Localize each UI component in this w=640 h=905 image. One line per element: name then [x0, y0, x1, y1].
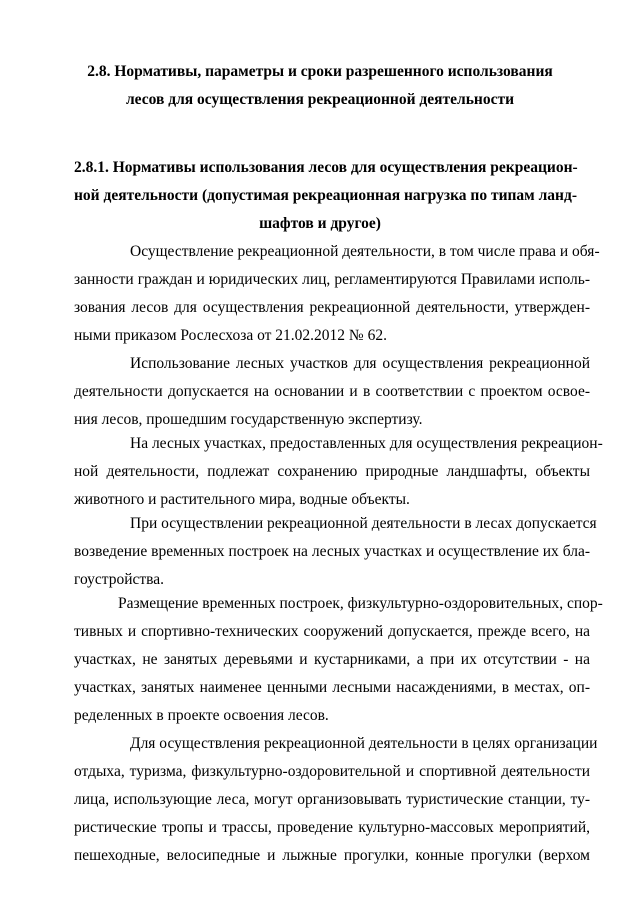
paragraph-line: участках, занятых наименее ценными лесными насаждениями, в местах, оп-	[74, 679, 590, 696]
section-heading-line: 2.8. Нормативы, параметры и сроки разрешенного использования	[87, 63, 553, 80]
paragraph-line: лица, использующие леса, могут организовывать туристические станции, ту-	[74, 791, 590, 808]
paragraph-line: животного и растительного мира, водные объекты.	[74, 491, 410, 508]
paragraph-line: зования лесов для осуществления рекреационной деятельности, утвержден-	[74, 299, 590, 316]
paragraph-line: тивных и спортивно-технических сооружений допускается, прежде всего, на	[74, 623, 590, 640]
paragraph-line: Осуществление рекреационной деятельности, в том числе права и обя-	[130, 243, 600, 260]
paragraph-line: Размещение временных построек, физкультурно-оздоровительных, спор-	[118, 595, 603, 612]
paragraph-line: участках, не занятых деревьями и кустарниками, а при их отсутствии - на	[74, 651, 590, 668]
subsection-heading-line: 2.8.1. Нормативы использования лесов для осуществления рекреацион-	[74, 159, 578, 176]
paragraph-line: гоустройства.	[74, 571, 165, 588]
paragraph-line: занности граждан и юридических лиц, регламентируются Правилами исполь-	[74, 271, 590, 288]
paragraph-line: Использование лесных участков для осуществления рекреационной	[130, 355, 590, 372]
paragraph-line: ными приказом Рослесхоза от 21.02.2012 № 62.	[74, 327, 387, 344]
paragraph-line: При осуществлении рекреационной деятельности в лесах допускается	[130, 515, 597, 532]
paragraph-line: отдыха, туризма, физкультурно-оздоровительной и спортивной деятельности	[74, 763, 590, 780]
paragraph-line: ределенных в проекте освоения лесов.	[74, 707, 329, 724]
paragraph-line: пешеходные, велосипедные и лыжные прогулки, конные прогулки (верхом	[74, 847, 590, 864]
paragraph-line: Для осуществления рекреационной деятельности в целях организации	[130, 735, 598, 752]
paragraph-line: возведение временных построек на лесных участках и осуществление их бла-	[74, 543, 590, 560]
paragraph-line: ной деятельности, подлежат сохранению природные ландшафты, объекты	[74, 463, 590, 480]
subsection-heading-line: шафтов и другое)	[259, 215, 381, 232]
paragraph-line: ния лесов, прошедшим государственную экспертизу.	[74, 411, 423, 428]
section-heading-line: лесов для осуществления рекреационной деятельности	[125, 91, 515, 108]
paragraph-line: ристические тропы и трассы, проведение культурно-массовых мероприятий,	[74, 819, 590, 836]
paragraph-line: На лесных участках, предоставленных для осуществления рекреацион-	[130, 435, 603, 452]
subsection-heading-line: ной деятельности (допустимая рекреационная нагрузка по типам ланд-	[74, 187, 577, 204]
paragraph-line: деятельности допускается на основании и в соответствии с проектом освое-	[74, 383, 590, 400]
